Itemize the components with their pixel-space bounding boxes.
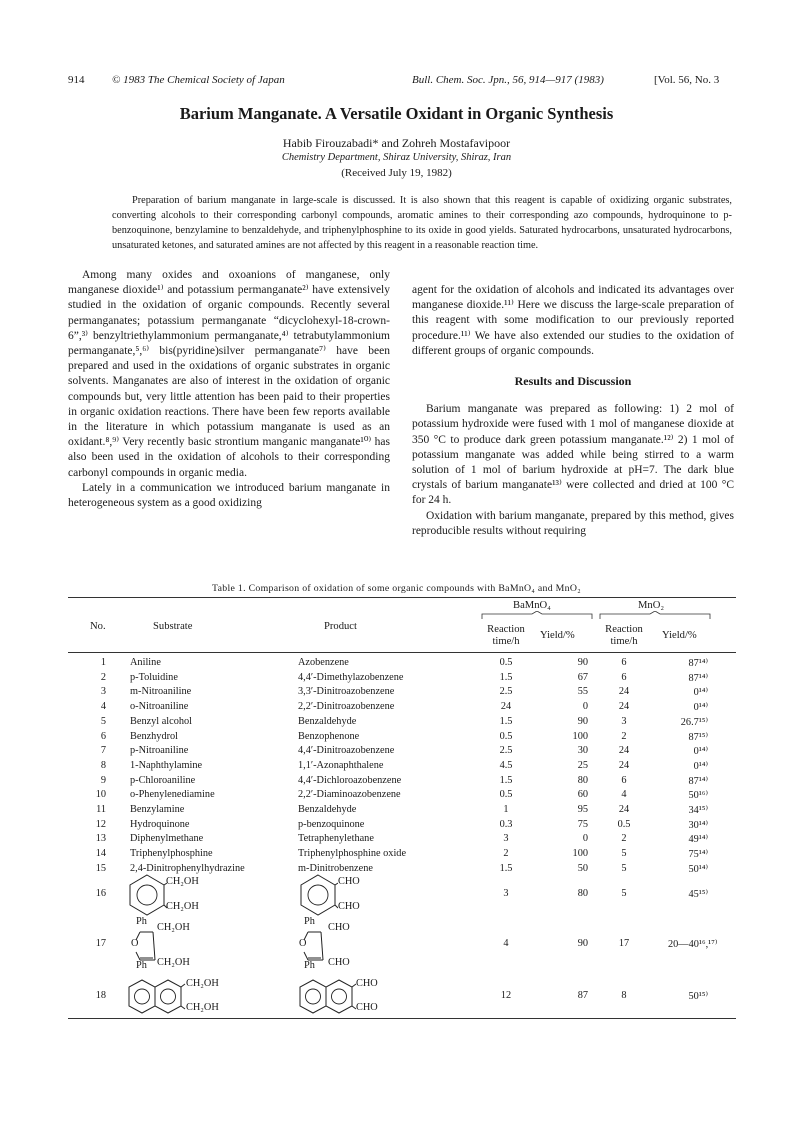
table-row [68, 833, 736, 848]
substituent-label: CH₂OH [157, 922, 190, 933]
substituent-label: CH₂OH [186, 978, 219, 989]
header-no: No. [90, 621, 106, 632]
table-cell: 24 [500, 701, 512, 713]
paper-title: Barium Manganate. A Versatile Oxidant in Organic Synthesis [179, 104, 614, 123]
phenyl-label: Ph [136, 960, 147, 971]
table-caption: Table 1. Comparison of oxidation of some organic compounds with BaMnO₄ and MnO₂ [212, 583, 581, 594]
table-cell: 1 [100, 657, 106, 668]
table-cell: 0 [582, 701, 588, 713]
table-cell: 87¹⁴⁾ [688, 658, 708, 669]
table-cell: 2,2′-Dinitroazobenzene [298, 701, 395, 713]
results-paragraph-2: Oxidation with barium manganate, prepared by this method, gives reproducible results without requiring [412, 509, 734, 537]
table-cell: Diphenylmethane [130, 833, 204, 845]
table-cell: Benzhydrol [130, 730, 179, 742]
table-row [68, 804, 736, 819]
table-cell: 0¹⁴⁾ [693, 687, 708, 699]
table-cell: 10 [95, 789, 106, 801]
table-cell: p-Chloroaniline [130, 774, 196, 786]
continued-paragraph: agent for the oxidation of alcohols and indicated its advantages over manganese dioxide.¹¹⁾ Here we discuss the large-scale preparation of this reagent with some modification to our previously reported procedure.¹¹⁾ We have also extended our studies to the oxidation of different groups of organic compounds. [412, 284, 734, 357]
table-cell: Hydroquinone [130, 818, 190, 830]
intro-paragraph: Among many oxides and oxoanions of manganese, only manganese dioxide¹⁾ and potassium permanganate²⁾ have extensively studied in the oxidation of organic compounds. Recently several permanganates; potassium permanganate “dicyclohexyl-18-crown-6”,³⁾ benzyltriethylammonium permanganate,⁴⁾ tetrabutylammonium permanganate,⁵,⁶⁾ bis(pyridine)silver permanganate⁷⁾ have been prepared and used in the oxidations of organic substrates in organic solvents. Manganates are also of interest in the oxidation of organic compounds but, very little attention has been paid to their properties in organic oxidation reactions. There have been few reports available in the literature in which potassium manganate is used as an oxidant.⁸,⁹⁾ Very recently basic strontium manganic manganate¹⁰⁾ has also been used in the oxidation of alcohols to their corresponding carbonyl compounds in organic media. [68, 269, 390, 479]
table-cell: 2 [503, 848, 509, 860]
received-date: (Received July 19, 1982) [341, 167, 452, 179]
table-cell: 95 [577, 804, 588, 815]
table-cell: 0¹⁴⁾ [693, 760, 708, 772]
furan-ring-structure [128, 928, 160, 964]
table-cell: Triphenylphosphine [130, 848, 213, 860]
table-cell: 75 [577, 818, 588, 830]
table-cell: 11 [96, 804, 106, 815]
phenyl-label: Ph [304, 960, 315, 971]
group-braces [475, 611, 737, 621]
table-cell: Benzophenone [298, 730, 360, 742]
table-cell: 1 [503, 804, 509, 815]
table-header-rule [68, 652, 736, 653]
table-cell: 50¹⁶⁾ [688, 790, 708, 802]
table-cell: 0.5 [617, 818, 631, 830]
table-cell: 4,4′-Dichloroazobenzene [298, 774, 402, 786]
journal-citation: Bull. Chem. Soc. Jpn., 56, 914—917 (1983) [412, 74, 604, 86]
table-cell: m-Dinitrobenzene [298, 862, 373, 874]
table-row: 18 12 87 8 50¹⁵⁾ [95, 990, 708, 1002]
header-yield-mn: Yield/% [662, 630, 697, 641]
table-cell: 24 [618, 701, 630, 713]
table-cell: 24 [618, 759, 630, 771]
table-cell: p-Toluidine [130, 671, 178, 683]
table-cell: 87¹⁵⁾ [688, 731, 708, 743]
table-cell: 2,2′-Diaminoazobenzene [298, 789, 401, 801]
substituent-label: CH₂OH [157, 957, 190, 968]
table-cell: 100 [572, 848, 588, 860]
table-cell: 100 [572, 730, 588, 742]
table-row [68, 686, 736, 701]
intro-paragraph-2: Lately in a communication we introduced barium manganate in heterogeneous system as a good oxidizing [68, 481, 390, 510]
table-cell: 4,4′-Dimethylazobenzene [298, 671, 404, 683]
table-cell: 67 [577, 671, 588, 683]
table-cell: p-Nitroaniline [130, 745, 189, 757]
table-cell: 50¹⁴⁾ [688, 863, 708, 875]
table-cell: Tetraphenylethane [298, 833, 374, 845]
table-cell: 2.5 [499, 686, 513, 698]
abstract: Preparation of barium manganate in large-scale is discussed. It is also shown that this reagent is capable of oxidizing organic substrates, converting alcohols to their corresponding carbonyl compounds, aromatic amines to their corresponding azo compounds, hydroquinone to p-benzoquinone, benzylamine to benzaldehyde, and triphenylphosphine to its oxide in good yields. Saturated hydrocarbons, unsaturated hydrocarbons, unsaturated ketones, and saturated amines are not affected by this reagent in a reasonable reaction time. [112, 195, 732, 251]
table-row: 17 4 90 17 20—40¹⁶,¹⁷⁾ [95, 938, 718, 950]
table-cell: 2 [100, 671, 106, 683]
table-cell: 9 [100, 774, 106, 786]
table-cell: 0.3 [499, 818, 513, 830]
header-substrate: Substrate [153, 621, 193, 632]
authors: Habib Firouzabadi* and Zohreh Mostafavipoor [282, 136, 511, 150]
substituent-label: CHO [338, 901, 360, 912]
table-cell: 80 [577, 774, 588, 786]
table-cell: Benzyl alcohol [130, 715, 193, 727]
table-cell: Benzylamine [130, 804, 185, 815]
oxygen-label: O [131, 938, 139, 949]
table-row [68, 657, 736, 672]
table-row [68, 848, 736, 863]
table-cell: 0.5 [499, 657, 513, 668]
right-column [412, 283, 734, 539]
table-cell: Triphenylphosphine oxide [298, 848, 407, 860]
table-row [68, 760, 736, 775]
table-cell: 0.5 [499, 730, 513, 742]
naphthalene-structure [298, 978, 358, 1016]
table-cell: 5 [100, 715, 106, 727]
table-cell: 0¹⁴⁾ [693, 746, 708, 758]
substituent-label: CHO [328, 957, 350, 968]
table-cell: 1-Naphthylamine [130, 759, 203, 771]
table-row [68, 819, 736, 834]
table-cell: 49¹⁴⁾ [688, 834, 708, 846]
table-cell: 6 [621, 657, 627, 668]
table-cell: 55 [577, 686, 588, 698]
table-row [68, 775, 736, 790]
table-cell: 26.7¹⁵⁾ [680, 716, 708, 728]
benzene-ring-structure [298, 872, 338, 920]
table-cell: 3 [503, 833, 509, 845]
table-cell: 0.5 [499, 789, 513, 801]
header-time-ba: Reaction time/h [487, 624, 525, 647]
copyright-line: © 1983 The Chemical Society of Japan [112, 74, 285, 86]
substituent-label: CH₂OH [186, 1002, 219, 1013]
table-cell: 24 [618, 804, 630, 815]
table-cell: 5 [621, 848, 627, 860]
table-cell: 7 [100, 745, 106, 757]
table-cell: 6 [621, 774, 627, 786]
table-cell: Benzaldehyde [298, 804, 357, 815]
substituent-label: CH₂OH [166, 876, 199, 887]
table-cell: o-Nitroaniline [130, 701, 189, 713]
table-cell: Azobenzene [298, 657, 349, 668]
table-cell: o-Phenylenediamine [130, 789, 215, 801]
naphthalene-structure [127, 978, 187, 1016]
table-cell: 30 [577, 745, 588, 757]
table-cell: 14 [95, 848, 106, 860]
table-cell: 15 [95, 862, 106, 874]
table-cell: 12 [95, 818, 106, 830]
table-cell: 90 [577, 657, 588, 668]
table-cell: 50 [577, 862, 588, 874]
table-row [68, 701, 736, 716]
table-cell: 2 [621, 730, 627, 742]
results-paragraph: Barium manganate was prepared as following: 1) 2 mol of potassium hydroxide were fused with 1 mol of manganese dioxide at 350 °C to produce dark green potassium manganate.¹²⁾ 2) 1 mol of potassium manganate was added while being stirred to a warm solution of 1 mol of barium hydroxide at pH=7. The dark blue crystals of barium manganate¹³⁾ were collected and dried at 100 °C for 24 h. [412, 403, 734, 507]
table-cell: 2.5 [499, 745, 513, 757]
table-cell: 5 [621, 862, 627, 874]
table-cell: 24 [618, 745, 630, 757]
table-cell: 1,1′-Azonaphthalene [298, 759, 384, 771]
table-cell: m-Nitroaniline [130, 686, 192, 698]
table-row [68, 745, 736, 760]
left-column [68, 268, 390, 511]
header-bamno4: BaMnO₄ [513, 600, 551, 611]
affiliation: Chemistry Department, Shiraz University, Shiraz, Iran [281, 152, 512, 163]
table-row [68, 672, 736, 687]
header-mno2: MnO₂ [638, 600, 665, 611]
substituent-label: CHO [328, 922, 350, 933]
table-cell: 2 [621, 833, 627, 845]
table-cell: 3 [621, 715, 627, 727]
table-cell: 75¹⁴⁾ [688, 849, 708, 861]
furan-ring-structure [296, 928, 328, 964]
table-cell: 87¹⁴⁾ [688, 672, 708, 684]
table-row [68, 716, 736, 731]
table-cell: 4 [621, 789, 627, 801]
table-cell: 24 [618, 686, 630, 698]
substituent-label: CHO [338, 876, 360, 887]
table-cell: 30¹⁴⁾ [688, 819, 708, 831]
table-cell: 4.5 [499, 759, 513, 771]
table-cell: 87¹⁴⁾ [688, 775, 708, 787]
table-cell: 3 [100, 686, 106, 698]
table-cell: 13 [95, 833, 106, 845]
table-cell: p-benzoquinone [298, 818, 365, 830]
benzene-ring-structure [127, 872, 167, 920]
table-cell: 1.5 [499, 715, 513, 727]
table-cell: 25 [577, 759, 588, 771]
table-cell: Benzaldehyde [298, 715, 357, 727]
table-cell: 8 [100, 759, 106, 771]
substituent-label: CHO [356, 978, 378, 989]
table-cell: 6 [621, 671, 627, 683]
table-cell: 90 [577, 715, 588, 727]
table-cell: 4 [100, 701, 106, 713]
table-cell: 2,4-Dinitrophenylhydrazine [130, 862, 245, 874]
phenyl-label: Ph [304, 916, 315, 927]
table-cell: 4,4′-Dinitroazobenzene [298, 745, 395, 757]
table-row [68, 731, 736, 746]
table-cell: 6 [100, 730, 106, 742]
header-product: Product [324, 621, 357, 632]
table-top-rule [68, 597, 736, 598]
table-cell: 0¹⁴⁾ [693, 702, 708, 714]
oxygen-label: O [299, 938, 307, 949]
section-heading: Results and Discussion [514, 374, 632, 389]
table-cell: 1.5 [499, 774, 513, 786]
table-row [68, 789, 736, 804]
table-cell: 34¹⁵⁾ [688, 805, 708, 816]
table-bottom-rule [68, 1018, 736, 1019]
page-number: 914 [68, 74, 85, 86]
header-yield-ba: Yield/% [540, 630, 575, 641]
table-cell: 0 [582, 833, 588, 845]
table-cell: 60 [577, 789, 588, 801]
table-cell: 1.5 [499, 862, 513, 874]
phenyl-label: Ph [136, 916, 147, 927]
substituent-label: CHO [356, 1002, 378, 1013]
table-cell: 1.5 [499, 671, 513, 683]
substituent-label: CH₂OH [166, 901, 199, 912]
volume-info: [Vol. 56, No. 3 [654, 74, 720, 86]
header-time-mn: Reaction time/h [605, 624, 643, 647]
table-cell: 3,3′-Dinitroazobenzene [298, 686, 395, 698]
table-row: 16 3 80 5 45¹⁵⁾ [95, 888, 708, 900]
table-cell: Aniline [130, 657, 161, 668]
